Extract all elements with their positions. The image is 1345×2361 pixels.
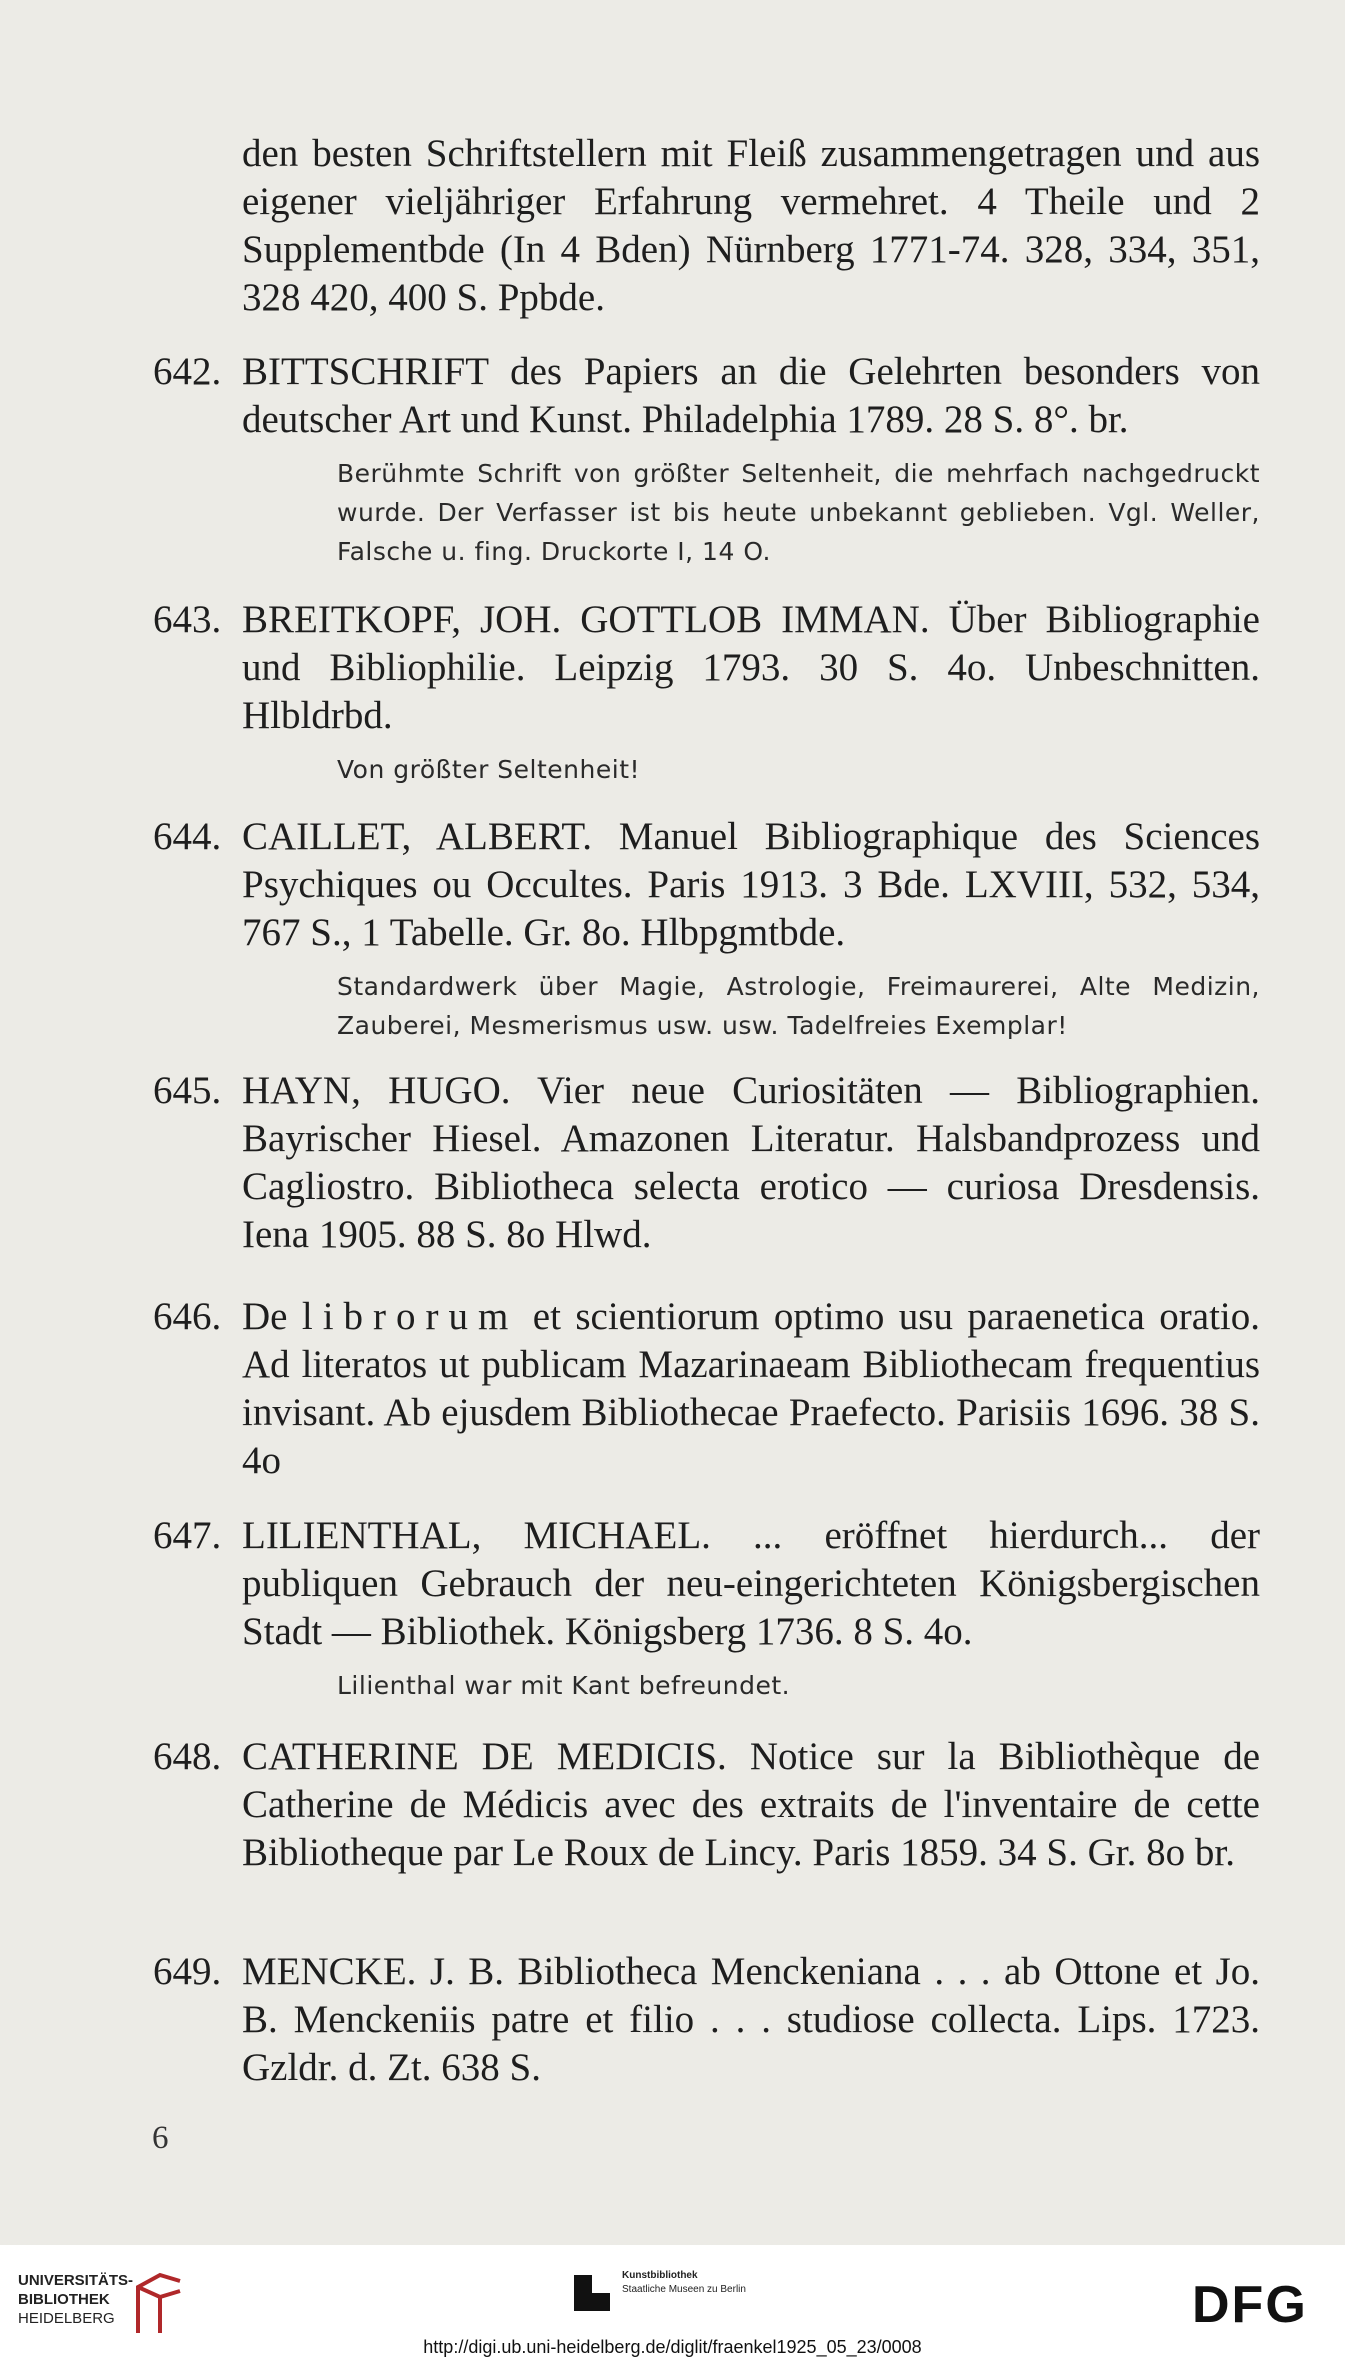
uni-logo-line-2: BIBLIOTHEK: [18, 2291, 110, 2308]
entry-text-spaced: librorum: [301, 1295, 519, 1338]
entry-text: CATHERINE DE MEDICIS. Notice sur la Bibliothèque de Catherine de Médicis avec des extraits de l'inventaire de cette Bibliotheque par Le Roux de Lincy. Paris 1859. 34 S. Gr. 8o br.: [242, 1735, 1260, 1874]
entry-number: 645.: [153, 1069, 222, 1112]
entry-text-pre: De: [242, 1295, 302, 1338]
kb-label-line-1: Kunstbibliothek: [622, 2270, 698, 2281]
kunstbibliothek-logo-icon: [572, 2273, 612, 2313]
dfg-logo[interactable]: DFG: [1192, 2276, 1308, 2334]
catalog-entry-645: [153, 1067, 1260, 1259]
entry-text: LILIENTHAL, MICHAEL. ... eröffnet hierdurch... der publiquen Gebrauch der neu-eingerichteten Königsbergischen Stadt — Bibliothek. Königsberg 1736. 8 S. 4o.: [242, 1514, 1260, 1653]
catalog-entry-644: [153, 813, 1260, 1045]
page-number: 6: [152, 2120, 169, 2156]
entry-note: Von größter Seltenheit!: [337, 755, 641, 784]
entry-note: Standardwerk über Magie, Astrologie, Freimaurerei, Alte Medizin, Zauberei, Mesmerismus usw. usw. Tadelfreies Exemplar!: [337, 972, 1260, 1040]
catalog-entry-646: [153, 1293, 1260, 1485]
entry-text: HAYN, HUGO. Vier neue Curiositäten — Bibliographien. Bayrischer Hiesel. Amazonen Literatur. Halsbandprozess und Cagliostro. Bibliotheca selecta erotico — curiosa Dresdensis. Iena 1905. 88 S. 8o Hlwd.: [242, 1069, 1260, 1256]
kunstbibliothek-label: [622, 2269, 746, 2297]
entry-text: BITTSCHRIFT des Papiers an die Gelehrten besonders von deutscher Art und Kunst. Philadelphia 1789. 28 S. 8°. br.: [242, 350, 1260, 441]
entry-number: 647.: [153, 1514, 222, 1557]
entry-note: Lilienthal war mit Kant befreundet.: [337, 1671, 791, 1700]
university-mark-icon: [130, 2267, 186, 2337]
entry-number: 642.: [153, 350, 222, 393]
catalog-entry-648: [153, 1733, 1260, 1877]
intro-paragraph: den besten Schriftstellern mit Fleiß zusammengetragen und aus eigener vieljähriger Erfahrung vermehret. 4 Theile und 2 Supplementbde (In 4 Bden) Nürnberg 1771-74. 328, 334, 351, 328 420, 400 S. Ppbde.: [242, 132, 1260, 319]
catalog-entry-642: [153, 348, 1260, 571]
entry-text: CAILLET, ALBERT. Manuel Bibliographique des Sciences Psychiques ou Occultes. Paris 1913. 3 Bde. LXVIII, 532, 534, 767 S., 1 Tabelle. Gr. 8o. Hlbpgmtbde.: [242, 815, 1260, 954]
kb-label-line-2: Staatliche Museen zu Berlin: [622, 2284, 746, 2295]
entry-number: 648.: [153, 1735, 222, 1778]
entry-text: BREITKOPF, JOH. GOTTLOB IMMAN. Über Bibliographie und Bibliophilie. Leipzig 1793. 30 S. 4o. Unbeschnitten. Hlbldrbd.: [242, 598, 1260, 737]
entry-note: Berühmte Schrift von größter Seltenheit, die mehrfach nachgedruckt wurde. Der Verfasser ist bis heute unbekannt geblieben. Vgl. Weller, Falsche u. fing. Druckorte I, 14 O.: [337, 459, 1260, 566]
catalog-entry-649: [153, 1948, 1260, 2092]
permalink-url[interactable]: http://digi.ub.uni-heidelberg.de/diglit/fraenkel1925_05_23/0008: [423, 2337, 922, 2357]
catalog-entry-643: [153, 596, 1260, 789]
entry-text: MENCKE. J. B. Bibliotheca Menckeniana . . . ab Ottone et Jo. B. Menckeniis patre et filio . . . studiose collecta. Lips. 1723. Gzldr. d. Zt. 638 S.: [242, 1950, 1260, 2089]
entry-number: 644.: [153, 815, 222, 858]
catalog-entry-647: [153, 1512, 1260, 1705]
entry-number: 649.: [153, 1950, 222, 1993]
entry-text-post: et scientiorum optimo usu paraenetica oratio. Ad literatos ut publicam Mazarinaeam Bibliothecam frequentius invisant. Ab ejusdem Bibliothecae Praefecto. Parisiis 1696. 38 S. 4o: [242, 1295, 1260, 1482]
digitization-footer: [0, 2245, 1345, 2361]
entry-number: 646.: [153, 1295, 222, 1338]
entry-text: [242, 1293, 1260, 1485]
university-library-logo[interactable]: [18, 2271, 133, 2328]
uni-logo-line-1: UNIVERSITÄTS-: [18, 2272, 134, 2289]
uni-logo-line-3: HEIDELBERG: [18, 2310, 115, 2327]
entry-number: 643.: [153, 598, 222, 641]
